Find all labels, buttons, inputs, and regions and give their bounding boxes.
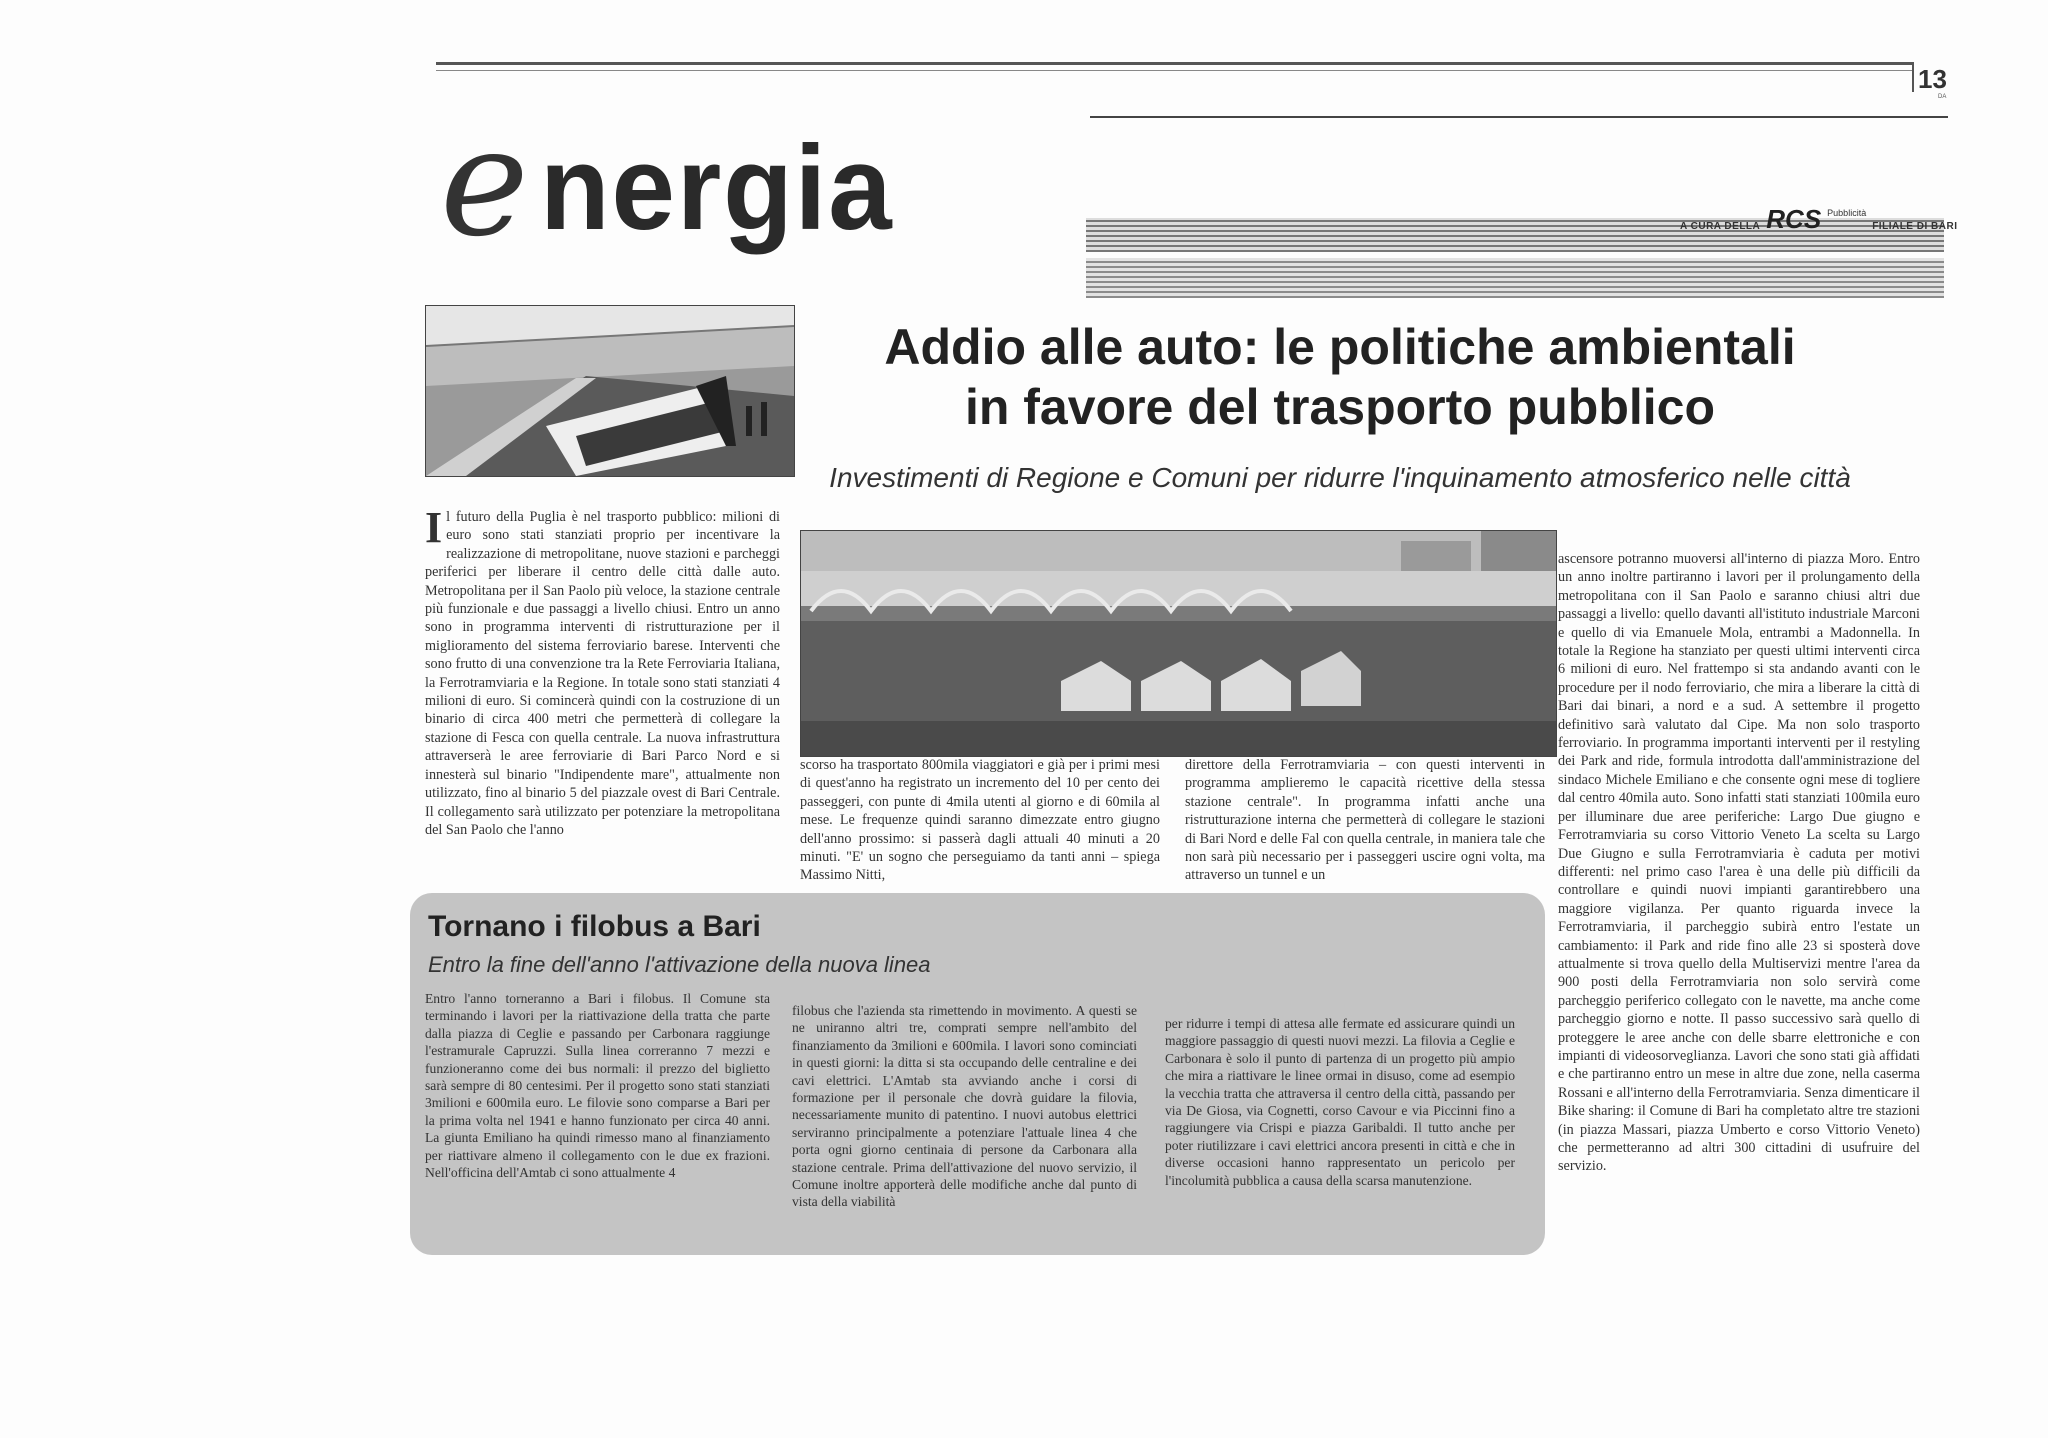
top-rule <box>436 62 1914 65</box>
sidebar-column-3: per ridurre i tempi di attesa alle fermate ed assicurare quindi un maggiore passaggio di questi nuovi mezzi. La filovia a Ceglie e Carbonara è solo il punto di partenza di un progetto più ampio che mira a riattivare le linee ormai in disuso, come ad esempio la vecchia tratta che attraversa il centro della città, passando per via De Giosa, via Cognetti, corso Cavour e via Piccinni fino a raggiungere via Crispi e piazza Garibaldi. Il tutto anche per poter riutilizzare i cavi elettrici ancora presenti in città e che in diverse occasioni hanno rappresentato un pericolo per l'incolumità pubblica a causa della scarsa manutenzione. <box>1165 1016 1515 1188</box>
article-column-1-text: l futuro della Puglia è nel trasporto pubblico: milioni di euro sono stati stanziati proprio per incentivare la realizzazione di metropolitane, nuove stazioni e parcheggi periferici per liberare il centro delle città dalle auto. Metropolitana per il San Paolo più veloce, la stazione centrale più funzionale e due passaggi a livello chiusi. Entro un anno sono in programma interventi di ristrutturazione per il miglioramento del sistema ferroviario barese. Interventi che sono frutto di una convenzione tra la Rete Ferroviaria Italiana, la Ferrotramviaria e la Regione. In totale sono stati stanziati 4 milioni di euro. Si comincerà quindi con la costruzione di un binario di circa 400 metri che permetterà di collegare la stazione di Fesca con quella centrale. La nuova infrastruttura attraverserà le aree ferroviarie di Bari Parco Nord e si innesterà sul binario "Indipendente mare", attualmente non utilizzato, fino al binario 5 del piazzale ovest di Bari Centrale. Il collegamento sarà utilizzato per potenziare la metropolitana del San Paolo che l'anno <box>425 509 780 838</box>
sidebar-column-2: filobus che l'azienda sta rimettendo in movimento. A questi se ne uniranno altri tre, comprati sempre nell'ambito del finanziamento da 3milioni e 600mila. I lavori sono cominciati in questi giorni: la ditta si sta occupando delle centraline e dei cavi elettrici. L'Amtab sta avviando anche i corsi di formazione per il personale che dovrà guidare la filovia, necessariamente munito di patentino. I nuovi autobus elettrici serviranno principalmente a potenziare l'attuale linea 4 che porta ogni giorno centinaia di persone da Carbonara alla stazione centrale. Prima dell'attivazione del nuovo servizio, il Comune inoltre apporterà delle modifiche anche dal punto di vista della viabilità <box>792 1003 1137 1210</box>
credit-line <box>1680 206 1957 232</box>
sidebar-subtitle: Entro la fine dell'anno l'attivazione della nuova linea <box>428 952 931 977</box>
credit-prefix: A CURA DELLA <box>1680 221 1761 232</box>
headline-line-1: Addio alle auto: le politiche ambientali <box>884 319 1796 375</box>
credit-suffix: FILIALE DI BARI <box>1872 221 1958 232</box>
header-rule <box>1090 116 1948 118</box>
masthead-initial: e <box>440 96 529 270</box>
railway-depot-photo <box>800 530 1557 757</box>
sidebar-title: Tornano i filobus a Bari <box>428 910 761 943</box>
article-column-3: direttore della Ferrotramviaria – con questi interventi in programma amplieremo le capacità ricettive della stessa stazione centrale". In programma infatti anche una ristrutturazione interna che permetterà di collegare le stazioni di Bari Nord e delle Fal con quella centrale, in maniera tale che non sarà più necessario per i passeggeri uscire ogni volta, ma attraverso un tunnel e un <box>1185 757 1545 884</box>
article-column-1 <box>425 503 780 839</box>
masthead-title: nergia <box>540 121 894 255</box>
headline-line-2: in favore del trasporto pubblico <box>964 379 1716 435</box>
page-number-divider <box>1912 62 1914 92</box>
page-number: 13 <box>1918 64 1947 94</box>
masthead-bar-lower <box>1086 258 1944 298</box>
train-station-photo <box>425 305 795 477</box>
top-rule-thin <box>436 70 1914 71</box>
drop-cap: I <box>425 503 443 552</box>
article-column-4: ascensore potranno muoversi all'interno di piazza Moro. Entro un anno inoltre partiranno i lavori per il prolungamento della metropolitana con il San Paolo e saranno chiusi altri due passaggi a livello: quello davanti all'istituto industriale Marconi e quello di via Emanuele Mola, entrambi a Madonnella. In totale la Regione ha stanziato per questi ultimi interventi circa 6 milioni di euro. Nel frattempo si sta andando avanti con le procedure per il nodo ferroviario, che mira a liberare la città di Bari dai binari, a nord e a sud. A settembre il progetto definitivo sarà valutato dal Cipe. Ma non solo trasporto ferroviario. In programma importanti interventi per il restyling dei Park and ride, formula introdotta dall'amministrazione del sindaco Michele Emiliano e che consente ogni mese di togliere dal centro 40mila auto. Sono infatti stati stanziati 100mila euro per illuminare due aree periferiche: Largo Due giugno e Ferrotramviaria su corso Vittorio Veneto La scelta su Largo Due Giugno e sulla Ferrotramviaria è caduta per motivi differenti: nel primo caso l'area è una delle più difficili da controllare e quindi nuovi impianti garantirebbero una maggiore vigilanza. Per quanto riguarda invece la Ferrotramviaria, il parcheggio subirà entro l'estate un cambiamento: il Park and ride fino alle 23 si sposterà dove attualmente si trova quello della Multiservizi mentre l'area da 900 posti della Ferrotramviaria non solo servirà come parcheggio periferico collegato con le navette, ma anche come parcheggio giorno e notte. Il passo successivo sarà quello di proteggere le aree anche con delle sbarre elettroniche e con impianti di videosorveglianza. Lavori che sono stati già affidati e che partiranno entro un mese in altre due zone, nella caserma Rossani e all'interno della Ferrotramviaria. Senza dimenticare il Bike sharing: il Comune di Bari ha completato altre tre stazioni (in piazza Massari, piazza Umberto e corso Vittorio Veneto) che permetteranno ad altri 300 cittadini di usufruire del servizio. <box>1558 551 1920 1175</box>
subheadline: Investimenti di Regione e Comuni per ridurre l'inquinamento atmosferico nelle città <box>829 462 1851 493</box>
rcs-logo-sub: Pubblicità <box>1827 208 1867 218</box>
rcs-logo: RCS <box>1766 204 1822 234</box>
page-number-sub: DA <box>1938 94 1947 100</box>
article-column-2: scorso ha trasportato 800mila viaggiatori e già per i primi mesi di quest'anno ha registrato un incremento del 10 per cento dei passeggeri, con punte di 4mila utenti al giorno e di 60mila al mese. Le frequenze quindi saranno dimezzate entro giugno dell'anno prossimo: si passerà dagli attuali 40 minuti a 20 minuti. "E' un sogno che perseguiamo da tanti anni – spiega Massimo Nitti, <box>800 757 1160 884</box>
sidebar-column-1: Entro l'anno torneranno a Bari i filobus. Il Comune sta terminando i lavori per la riattivazione della tratta che parte dalla piazza di Ceglie e passando per Carbonara raggiunge l'estramurale Capruzzi. Sulla linea correranno 7 mezzi e funzioneranno come dei bus normali: il prezzo del biglietto sarà sempre di 80 centesimi. Per il progetto sono stati stanziati 3milioni e 600mila euro. Le filovie sono comparse a Bari per la prima volta nel 1941 e hanno funzionato per circa 40 anni. La giunta Emiliano ha quindi rimesso mano al finanziamento per riattivare almeno il collegamento con le due ex frazioni. Nell'officina dell'Amtab ci sono attualmente 4 <box>425 991 770 1181</box>
